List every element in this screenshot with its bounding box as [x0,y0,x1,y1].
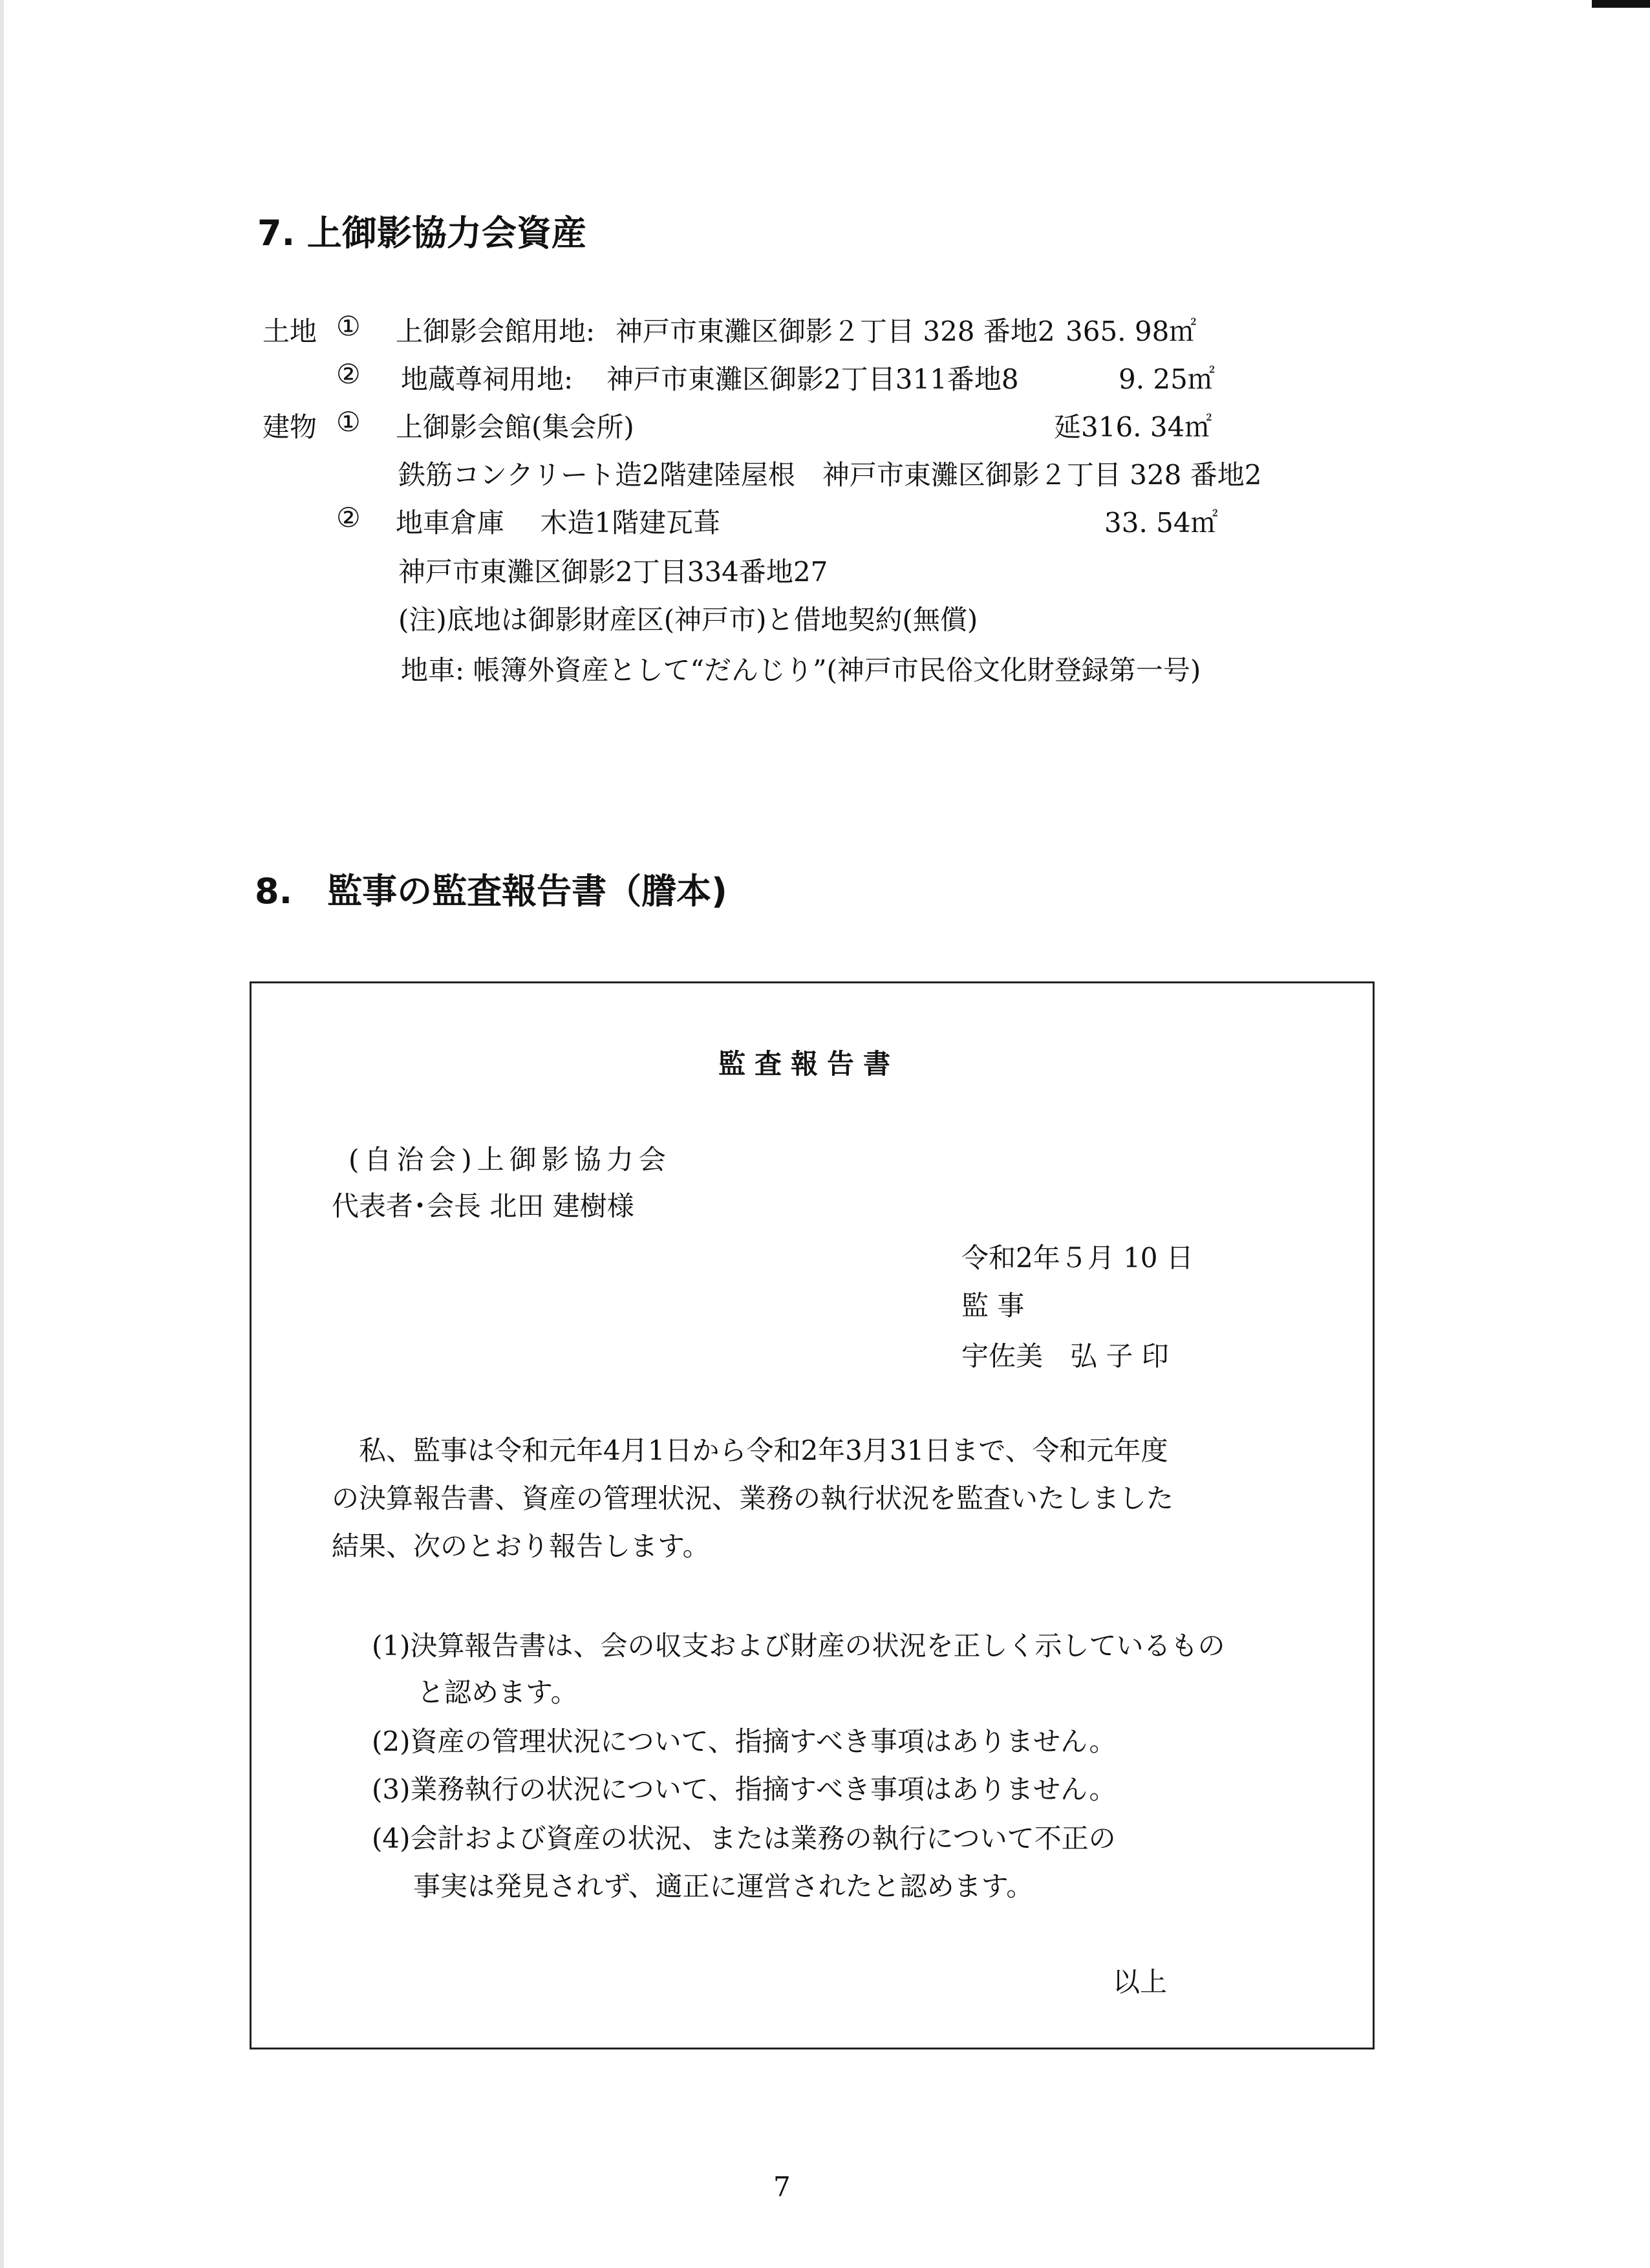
land-item1-address: 神戸市東灘区御影２丁目 328 番地2 [616,316,1055,347]
land-item1-num: ① [336,310,361,342]
building-item1-detail: 鉄筋コンクリート造2階建陸屋根 神戸市東灘区御影２丁目 328 番地2 [398,459,1262,491]
body-line: 結果、次のとおり報告します。 [332,1530,710,1562]
building-item2-area: 33. 54㎡ [1104,507,1218,539]
building-item2-num: ② [336,502,361,533]
land-item1-area: 365. 98㎡ [1066,316,1197,347]
land-label: 土地 [262,316,317,347]
building-item1-name: 上御影会館(集会所) [396,411,634,443]
section8-heading: 8. 監事の監査報告書（謄本) [255,871,727,912]
land-item2-address: 神戸市東灘区御影2丁目311番地8 [606,363,1019,395]
finding-4-line1: (4)会計および資産の状況、または業務の執行について不正の [372,1823,1116,1854]
finding-1-line1: (1)決算報告書は、会の収支および財産の状況を正しく示しているもの [372,1630,1225,1662]
danjiri-note: 地車: 帳簿外資産として“だんじり”(神戸市民俗文化財登録第一号) [401,654,1201,686]
land-item2-name: 地蔵尊祠用地: [401,363,573,395]
building-item1-area: 延316. 34㎡ [1054,411,1212,443]
auditor-name: 宇佐美 弘 子 印 [961,1340,1169,1372]
report-date: 令和2年５月 10 日 [961,1242,1194,1274]
land-item2-area: 9. 25㎡ [1119,363,1215,395]
body-line: 私、監事は令和元年4月1日から令和2年3月31日まで、令和元年度 [359,1435,1168,1466]
addressee-org: (自治会)上御影協力会 [348,1144,671,1175]
building-item2-address: 神戸市東灘区御影2丁目334番地27 [398,556,828,588]
building-item2-note: (注)底地は御影財産区(神戸市)と借地契約(無償) [398,604,978,636]
section7-heading: 7. 上御影協力会資産 [257,213,586,253]
finding-3: (3)業務執行の状況について、指摘すべき事項はありません。 [372,1773,1117,1805]
scan-corner-mark [1592,0,1650,8]
finding-2: (2)資産の管理状況について、指摘すべき事項はありません。 [372,1726,1117,1757]
auditor-role: 監 事 [961,1290,1025,1321]
closing-text: 以上 [1113,1966,1168,1998]
body-line: の決算報告書、資産の管理状況、業務の執行状況を監査いたしました [332,1482,1174,1514]
scan-edge [0,0,4,2268]
building-label: 建物 [262,411,317,443]
report-title: 監査報告書 [718,1048,900,1080]
land-item1-name: 上御影会館用地: [396,316,595,347]
page-number: 7 [773,2171,791,2203]
building-item2-name: 地車倉庫 木造1階建瓦葺 [396,507,721,539]
finding-1-line2: と認めます。 [417,1676,578,1708]
finding-4-line2: 事実は発見されず、適正に運営されたと認めます。 [413,1870,1034,1902]
building-item1-num: ① [336,406,361,438]
audit-report-box [250,981,1375,2049]
land-item2-num: ② [336,358,361,390]
addressee-person: 代表者･会長 北田 建樹様 [332,1190,634,1222]
